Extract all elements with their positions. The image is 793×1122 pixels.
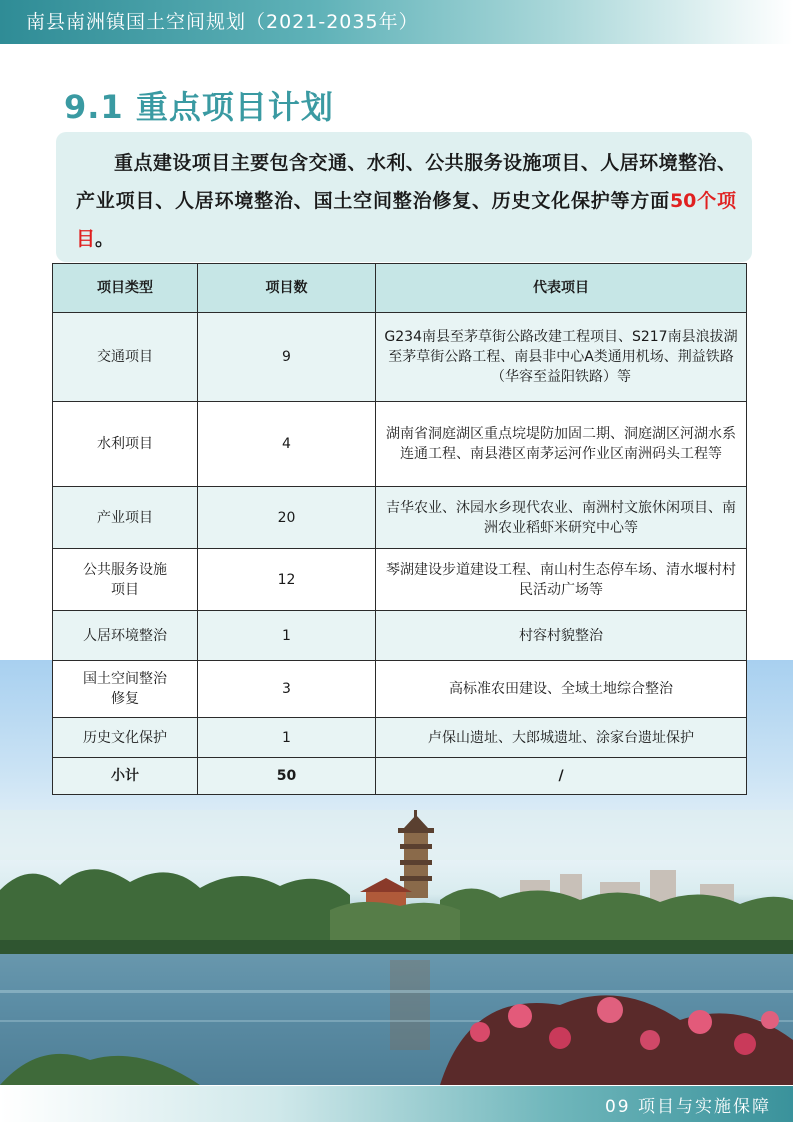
column-header-count: 项目数 (198, 264, 376, 313)
table-header-row (53, 264, 747, 313)
table-total-row (53, 758, 747, 795)
project-examples-cell: 湖南省洞庭湖区重点垸堤防加固二期、洞庭湖区河湖水系连通工程、南县港区南茅运河作业区南洲码头工程等 (376, 402, 747, 487)
intro-text-end: 。 (95, 228, 115, 250)
table-row (53, 402, 747, 487)
project-type-cell: 公共服务设施项目 (53, 549, 198, 611)
column-header-type: 项目类型 (53, 264, 198, 313)
project-count-cell: 9 (198, 313, 376, 402)
project-count-cell: 12 (198, 549, 376, 611)
total-count-cell: 50 (198, 758, 376, 795)
project-count-cell: 1 (198, 718, 376, 758)
project-plan-table (52, 263, 747, 795)
table-row (53, 661, 747, 718)
table-row (53, 718, 747, 758)
section-title: 9.1 重点项目计划 (64, 88, 334, 126)
project-type-cell: 产业项目 (53, 487, 198, 549)
intro-paragraph (76, 144, 736, 258)
intro-highlight: 50个项目 (76, 190, 736, 250)
project-type-cell: 国土空间整治修复 (53, 661, 198, 718)
project-count-cell: 3 (198, 661, 376, 718)
project-examples-cell: G234南县至茅草街公路改建工程项目、S217南县浪拔湖至茅草街公路工程、南县非中心A类通用机场、荆益铁路（华容至益阳铁路）等 (376, 313, 747, 402)
project-examples-cell: 村容村貌整治 (376, 611, 747, 661)
project-type-cell: 水利项目 (53, 402, 198, 487)
table-row (53, 611, 747, 661)
project-examples-cell: 卢保山遗址、大郎城遗址、涂家台遗址保护 (376, 718, 747, 758)
project-examples-cell: 高标准农田建设、全域土地综合整治 (376, 661, 747, 718)
header-banner (0, 0, 793, 44)
column-header-examples: 代表项目 (376, 264, 747, 313)
footer-banner (0, 1086, 793, 1122)
document-title: 南县南洲镇国土空间规划（2021-2035年） (26, 11, 419, 33)
table-row (53, 549, 747, 611)
table-row (53, 313, 747, 402)
intro-text: 重点建设项目主要包含交通、水利、公共服务设施项目、人居环境整治、产业项目、人居环境整治、国土空间整治修复、历史文化保护等方面 (76, 152, 736, 212)
total-examples-cell: / (376, 758, 747, 795)
project-type-cell: 历史文化保护 (53, 718, 198, 758)
project-count-cell: 1 (198, 611, 376, 661)
intro-box (56, 132, 752, 262)
chapter-label: 09 项目与实施保障 (604, 1097, 771, 1117)
project-examples-cell: 琴湖建设步道建设工程、南山村生态停车场、清水堰村村民活动广场等 (376, 549, 747, 611)
table-row (53, 487, 747, 549)
project-examples-cell: 吉华农业、沐园水乡现代农业、南洲村文旅休闲项目、南洲农业稻虾米研究中心等 (376, 487, 747, 549)
total-label-cell: 小计 (53, 758, 198, 795)
project-type-cell: 交通项目 (53, 313, 198, 402)
project-count-cell: 4 (198, 402, 376, 487)
project-count-cell: 20 (198, 487, 376, 549)
project-type-cell: 人居环境整治 (53, 611, 198, 661)
